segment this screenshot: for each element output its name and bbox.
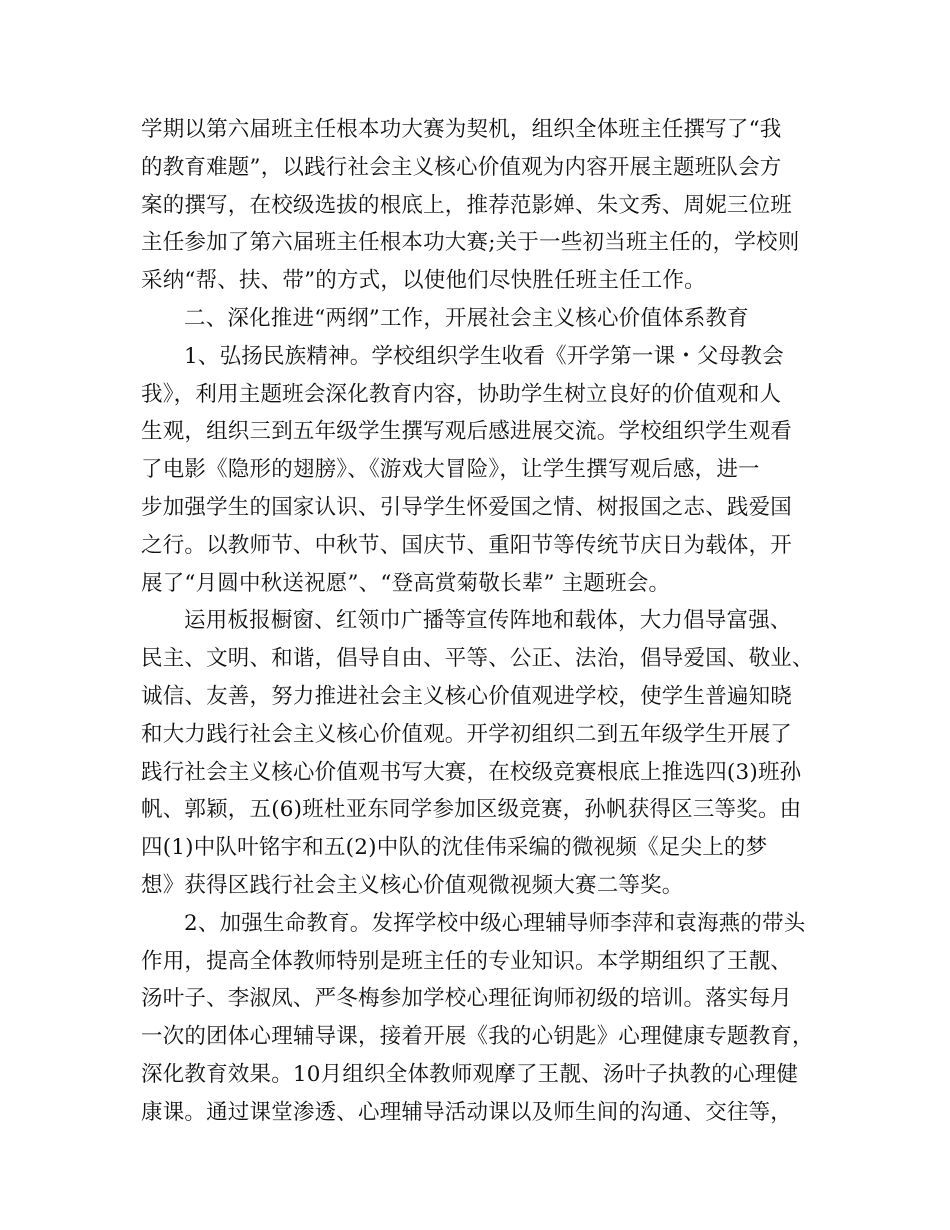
document-body: [141, 111, 813, 1132]
text-line: 康课。通过课堂渗透、心理辅导活动课以及师生间的沟通、交往等，: [141, 1099, 793, 1125]
text-line: 生观，组织三到五年级学生撰写观后感进展交流。学校组织学生观看: [141, 419, 793, 445]
text-line: 案的撰写，在校级选拔的根底上，推荐范影婵、朱文秀、周妮三位班: [141, 192, 793, 218]
text-line: 一次的团体心理辅导课，接着开展《我的心钥匙》心理健康专题教育，: [141, 1024, 814, 1050]
text-line: 深化教育效果。10月组织全体教师观摩了王靓、汤叶子执教的心理健: [141, 1061, 799, 1087]
text-line: 汤叶子、李淑凤、严冬梅参加学校心理征询师初级的培训。落实每月: [141, 986, 793, 1012]
text-line: 想》获得区践行社会主义核心价值观微视频大赛二等奖。: [141, 872, 684, 898]
text-line: 二、深化推进“两纲”工作，开展社会主义核心价值体系教育: [184, 305, 749, 331]
text-line: 运用板报橱窗、红领巾广播等宣传阵地和载体，大力倡导富强、: [184, 608, 792, 634]
paragraph: [141, 111, 813, 300]
text-line: 四(1)中队叶铭宇和五(2)中队的沈佳伟采编的微视频《足尖上的梦: [141, 835, 768, 861]
text-line: 和大力践行社会主义核心价值观。开学初组织二到五年级学生开展了: [141, 721, 793, 747]
text-line: 诚信、友善，努力推进社会主义核心价值观进学校，使学生普遍知晓: [141, 683, 793, 709]
text-line: 践行社会主义核心价值观书写大赛，在校级竞赛根底上推选四(3)班孙: [141, 759, 802, 785]
text-line: 学期以第六届班主任根本功大赛为契机，组织全体班主任撰写了“我: [141, 117, 782, 142]
paragraph: [141, 300, 813, 338]
text-line: 了电影《隐形的翅膀》、《游戏大冒险》，让学生撰写观后感，进一: [141, 457, 760, 483]
text-line: 作用，提高全体教师特别是班主任的专业知识。本学期组织了王靓、: [141, 948, 793, 974]
text-line: 2、加强生命教育。发挥学校中级心理辅导师李萍和袁海燕的带头: [184, 910, 806, 936]
paragraph: [141, 905, 813, 1132]
text-line: 主任参加了第六届班主任根本功大赛;关于一些初当班主任的，学校则: [141, 230, 800, 256]
text-line: 民主、文明、和谐，倡导自由、平等、公正、法治，倡导爱国、敬业、: [141, 646, 814, 672]
text-line: 的教育难题”，以践行社会主义核心价值观为内容开展主题班队会方: [141, 154, 782, 180]
text-line: 步加强学生的国家认识、引导学生怀爱国之情、树报国之志、践爱国: [141, 494, 793, 520]
paragraph: [141, 602, 813, 904]
text-line: 采纳“帮、扶、带”的方式，以使他们尽快胜任班主任工作。: [141, 268, 706, 294]
text-line: 1、弘扬民族精神。学校组织学生收看《开学第一课・父母教会: [184, 343, 784, 369]
text-line: 我》，利用主题班会深化教育内容，协助学生树立良好的价值观和人: [141, 381, 782, 407]
paragraph: [141, 338, 813, 603]
text-line: 之行。以教师节、中秋节、国庆节、重阳节等传统节庆日为载体，开: [141, 532, 793, 558]
text-line: 帆、郭颖，五(6)班杜亚东同学参加区级竞赛，孙帆获得区三等奖。由: [141, 797, 802, 823]
text-line: 展了“月圆中秋送祝愿”、“登高赏菊敬长辈” 主题班会。: [141, 570, 671, 596]
